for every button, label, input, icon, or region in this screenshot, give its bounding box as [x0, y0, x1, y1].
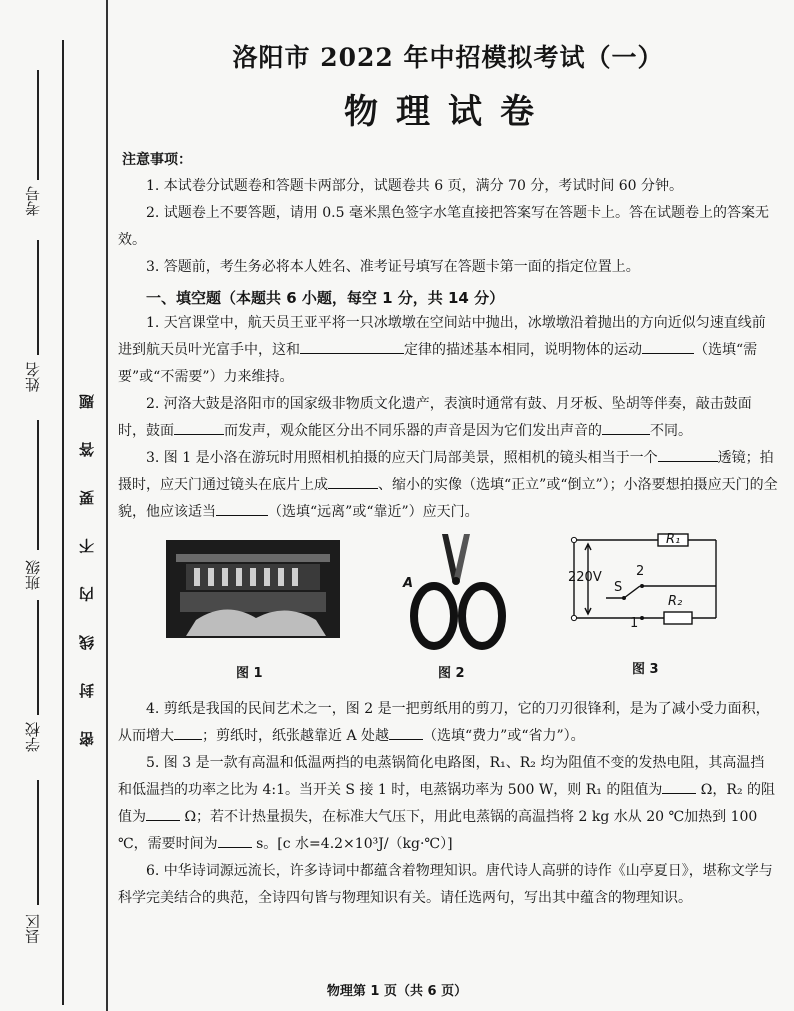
circuit-terminal-1: 1 — [630, 616, 639, 631]
binding-line-inner — [106, 0, 108, 1011]
q1-text-c: （选填“需要”或“不需要”）力来维持。 — [118, 342, 758, 385]
q3-text-c: 、缩小的实像（选填“正立”或“倒立”）；小洛要想拍摄应天门的全貌，他应该适当 — [118, 477, 778, 520]
class-label: 班级 — [24, 560, 42, 590]
q1-blank-1[interactable] — [300, 339, 404, 354]
circuit-terminal-2: 2 — [636, 564, 645, 579]
q4-blank-1[interactable] — [174, 725, 202, 740]
q2-text-a: 2. 河洛大鼓是洛阳市的国家级非物质文化遗产，表演时通常有鼓、月牙板、坠胡等伴奏，敲击鼓面时，鼓面 — [118, 396, 752, 439]
notice-item-2: 2. 试题卷上不要答题，请用 0.5 毫米黑色签字水笔直接把答案写在答题卡上。答在试题卷上的答案无效。 — [118, 205, 769, 248]
q1-text-a: 1. 天宫课堂中，航天员王亚平将一只冰墩墩在空间站中抛出，冰墩墩沿着抛出的方向近似匀速直线前进到航天员叶光富手中，这和 — [118, 315, 766, 358]
exam-subject: 物理试卷 — [344, 92, 552, 132]
q4-blank-2[interactable] — [389, 725, 423, 740]
q5-text-c: Ω；若不计热量损失，在标准大气压下，用此电蒸锅的高温挡将 2 kg 水从 20 ℃加热到 100 ℃，需要时间为 — [118, 809, 758, 852]
q3-text-a: 3. 图 1 是小洛在游玩时用照相机拍摄的应天门局部美景，照相机的镜头相当于一个 — [146, 450, 658, 466]
figure-2-caption: 图 2 — [438, 666, 465, 681]
school-label: 学校 — [24, 722, 42, 752]
circuit-r1-label: R₁ — [666, 532, 681, 547]
question-1 — [118, 310, 778, 391]
q2-text-c: 不同。 — [650, 423, 692, 439]
exam-body — [118, 38, 778, 912]
figure-1-caption: 图 1 — [236, 666, 263, 681]
name-label: 姓名 — [24, 362, 42, 392]
seal-line-notice: 密 封 线 内 不 要 答 题 — [78, 380, 96, 747]
q5-text-a: 5. 图 3 是一款有高温和低温两挡的电蒸锅简化电路图，R₁、R₂ 均为阻值不变的发热电阻，其高温挡和低温挡的功率之比为 4:1。当开关 S 接 1 时，电蒸锅功率为 500 W，则 R₁ 的阻值为 — [118, 755, 765, 798]
binding-line-outer — [62, 40, 64, 1005]
name-fill-line — [37, 240, 39, 355]
q1-blank-2[interactable] — [642, 339, 694, 354]
question-5 — [118, 750, 778, 858]
q2-blank-1[interactable] — [174, 420, 224, 435]
q4-text-a: 4. 剪纸是我国的民间艺术之一，图 2 是一把剪纸用的剪刀，它的刀刃很锋利，是为了减小受力面积，从而增大 — [118, 701, 770, 744]
q5-blank-1[interactable] — [662, 779, 696, 794]
circuit-r2-label: R₂ — [668, 594, 683, 609]
question-6: 6. 中华诗词源远流长，许多诗词中都蕴含着物理知识。唐代诗人高骈的诗作《山亭夏日》，堪称文学与科学完美结合的典范，全诗四句皆与物理知识有关。请任选两句，写出其中蕴含的物理知识。 — [118, 863, 773, 906]
q5-blank-3[interactable] — [218, 833, 252, 848]
district-fill-line — [37, 780, 39, 905]
q3-text-d: （选填“远离”或“靠近”）应天门。 — [268, 504, 479, 520]
q5-text-b: Ω，R₂ 的阻值为 — [118, 782, 776, 825]
binding-margin — [0, 0, 110, 1011]
q2-text-b: 而发声，观众能区分出不同乐器的声音是因为它们发出声音的 — [224, 423, 602, 439]
exam-number-fill-line — [37, 70, 39, 180]
page-footer: 物理第 1 页（共 6 页） — [326, 984, 468, 999]
q4-text-b: ；剪纸时，纸张越靠近 A 处越 — [202, 728, 390, 744]
figure-1-photo — [166, 540, 340, 638]
section-heading: 一、填空题（本题共 6 小题，每空 1 分，共 14 分） — [146, 289, 505, 307]
q4-text-c: （选填“费力”或“省力”）。 — [423, 728, 585, 744]
circuit-voltage-label: 220V — [568, 570, 602, 585]
question-3 — [118, 445, 778, 526]
exam-number-label: 考号 — [24, 186, 42, 216]
q3-blank-3[interactable] — [216, 501, 268, 516]
circuit-switch-label: S — [614, 580, 623, 595]
figure-3-caption: 图 3 — [632, 662, 659, 677]
district-label: 县区 — [24, 914, 42, 944]
q3-blank-2[interactable] — [328, 474, 378, 489]
figures-row — [118, 532, 778, 692]
notice-item-1: 1. 本试卷分试题卷和答题卡两部分，试题卷共 6 页，满分 70 分，考试时间 60 分钟。 — [146, 178, 684, 194]
q5-text-d: s。[c 水=4.2×10³J/（kg·℃）] — [251, 836, 453, 852]
exam-title: 洛阳市 2022 年中招模拟考试（一） — [232, 43, 664, 72]
school-fill-line — [37, 600, 39, 715]
question-2 — [118, 391, 778, 445]
class-fill-line — [37, 420, 39, 550]
q1-text-b: 定律的描述基本相同，说明物体的运动 — [404, 342, 642, 358]
notice-item-3: 3. 答题前，考生务必将本人姓名、准考证号填写在答题卡第一面的指定位置上。 — [146, 259, 640, 275]
q5-blank-2[interactable] — [146, 806, 180, 821]
question-4 — [118, 696, 778, 750]
figure-2-scissors — [402, 532, 512, 650]
q2-blank-2[interactable] — [602, 420, 650, 435]
notice-heading: 注意事项： — [122, 152, 192, 168]
figure-2-point-a: A — [403, 576, 414, 591]
q3-text-b: 透镜；拍摄时，应天门通过镜头在底片上成 — [118, 450, 774, 493]
q3-blank-1[interactable] — [658, 447, 718, 462]
